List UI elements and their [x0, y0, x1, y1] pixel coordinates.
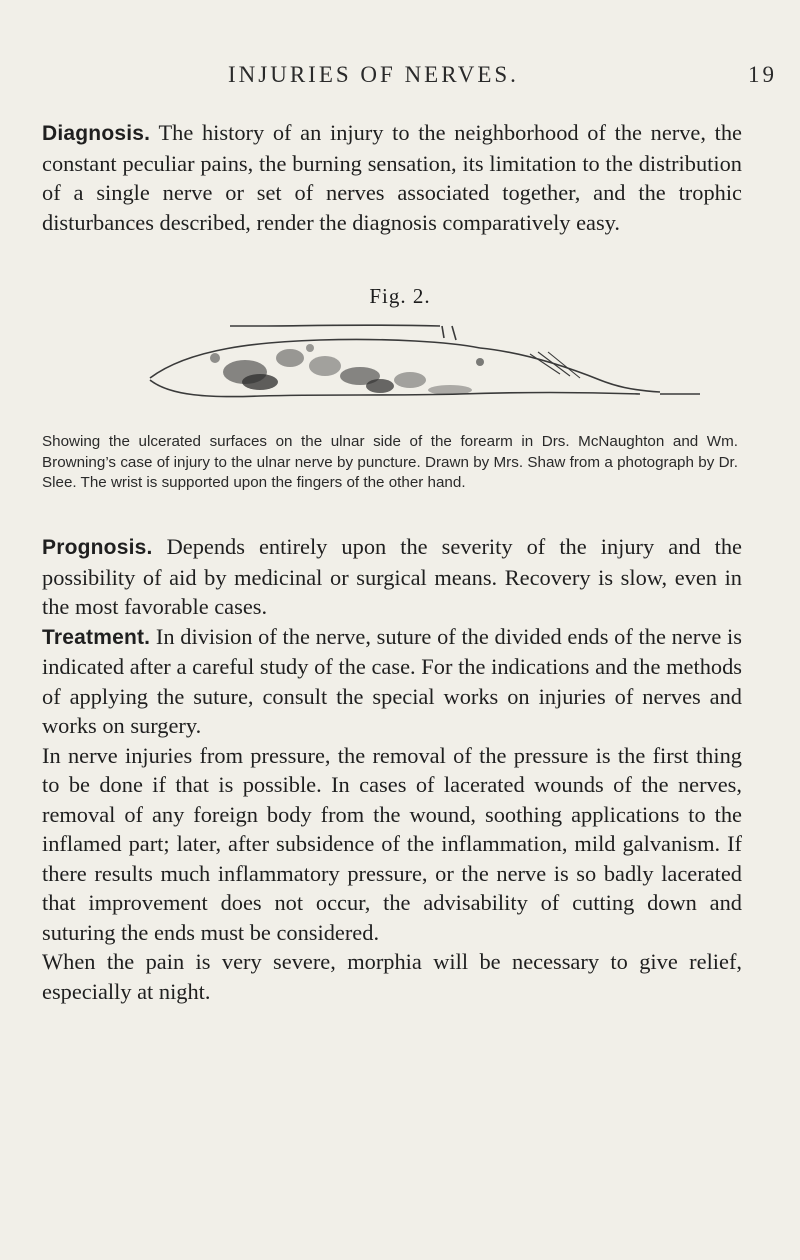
treatment-heading: Treatment. [42, 625, 151, 649]
diagnosis-text: The history of an injury to the neighborhood of the nerve, the constant peculiar pains, the burning sensation, its limitation to the distribution of a single nerve or set of nerves associated together, and the trophic disturbances described, render the diagnosis comparatively easy. [42, 120, 742, 235]
treatment-paragraph [42, 622, 742, 741]
prognosis-paragraph [42, 532, 742, 622]
diagnosis-heading: Diagnosis. [42, 122, 151, 145]
pressure-paragraph: In nerve injuries from pressure, the removal of the pressure is the first thing to be done if that is possible. In cases of lacerated wounds of the nerves, removal of any foreign body from the wound, soothing applications to the inflamed part; later, after subsidence of the inflammation, mild galvanism. If there results much inflammatory pressure, or the nerve is so badly lacerated that improvement does not occur, the advisability of cutting down and suturing the ends must be considered. [42, 742, 742, 945]
page-number: 19 [748, 62, 777, 87]
prognosis-text: Depends entirely upon the severity of the injury and the possibility of aid by medicinal or surgical means. Recovery is slow, even in the most favorable cases. [42, 534, 742, 619]
diagnosis-paragraph [42, 118, 742, 237]
treatment-text: In division of the nerve, suture of the divided ends of the nerve is indicated after a careful study of the case. For the indications and the methods of applying the suture, consult the special works on injuries of nerves and works on surgery. [42, 623, 742, 738]
figure-caption: Showing the ulcerated surfaces on the ulnar side of the forearm in Drs. McNaughton and Wm. Browning’s case of injury to the ulnar nerve by puncture. Drawn by Mrs. Shaw from a photograph by Dr. Slee. The wrist is supported upon the fingers of the other hand. [42, 433, 738, 491]
diagnosis-section [42, 118, 742, 237]
forearm-illustration [60, 318, 740, 398]
running-head-title: INJURIES OF NERVES. [228, 62, 519, 87]
main-text [42, 532, 742, 1006]
pain-paragraph: When the pain is very severe, morphia will be necessary to give relief, especially at night. [42, 949, 742, 1004]
prognosis-heading: Prognosis. [42, 536, 153, 559]
figure-label: Fig. 2. [369, 284, 431, 308]
